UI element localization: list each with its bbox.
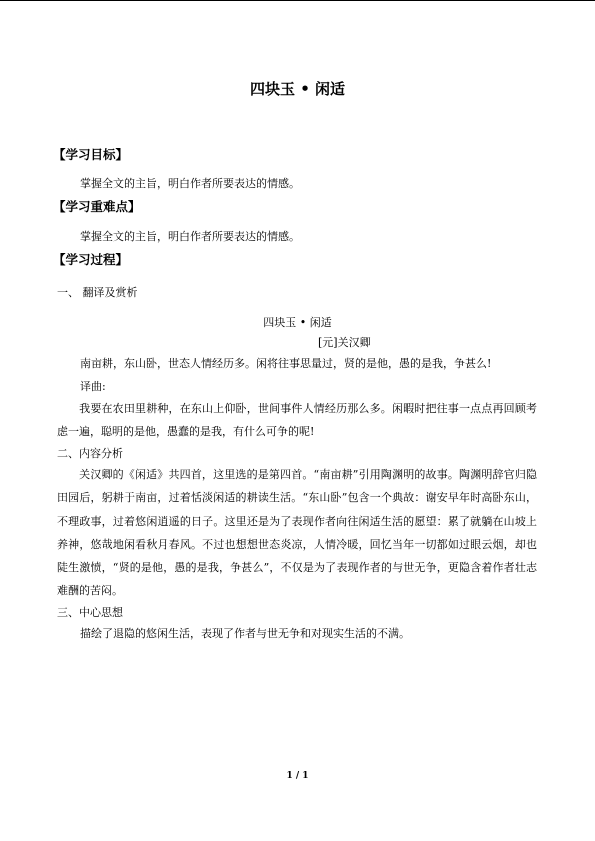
page-number: 1 / 1 — [286, 771, 309, 781]
part3-heading: 三、中心思想 — [57, 606, 123, 619]
translation-paragraph — [57, 397, 537, 444]
goal-text: 掌握全文的主旨，明白作者所要表达的情感。 — [80, 177, 300, 190]
translation-label: 译曲: — [80, 380, 106, 393]
poem-title: 四块玉 • 闲适 — [263, 316, 332, 329]
page-title: 四块玉 • 闲适 — [249, 80, 346, 98]
key-text: 掌握全文的主旨，明白作者所要表达的情感。 — [80, 230, 300, 243]
top-rule — [0, 0, 595, 1]
summary-text: 描绘了退隐的悠闲生活，表现了作者与世无争和对现实生活的不满。 — [80, 627, 410, 640]
analysis-text: 关汉卿的《闲适》共四首，这里选的是第四首。“南亩耕”引用陶渊明的故事。陶渊明辞官归隐田园后，躬耕于南亩，过着恬淡闲适的耕读生活。“东山卧”包含一个典故：谢安早年时高卧东山，不理政事，过着悠闲逍遥的日子。这里还是为了表现作者向往闲适生活的愿望：累了就躺在山坡上养神，悠哉地闲看秋月春风。不过也想想世态炎凉，人情冷暖，回忆当年一切都如过眼云烟，却也陡生激愤，“贤的是他，愚的是我，争甚么”，不仅是为了表现作者的与世无争，更隐含着作者壮志难酬的苦闷。 — [57, 468, 537, 598]
poem-author: [元]关汉卿 — [318, 336, 371, 349]
goal-heading: 【学习目标】 — [53, 147, 129, 162]
process-heading: 【学习过程】 — [53, 252, 129, 267]
poem-text: 南亩耕，东山卧，世态人情经历多。闲将往事思量过，贤的是他，愚的是我，争甚么! — [80, 357, 492, 370]
part2-heading: 二、内容分析 — [57, 447, 123, 460]
part1-heading: 一、 翻译及赏析 — [57, 286, 138, 299]
key-heading: 【学习重难点】 — [53, 199, 141, 214]
translation-text: 我要在农田里耕种，在东山上仰卧，世间事件人情经历那么多。闲暇时把往事一点点再回顾考虑一遍，聪明的是他，愚蠢的是我，有什么可争的呢! — [57, 402, 537, 439]
analysis-paragraph — [57, 463, 537, 603]
